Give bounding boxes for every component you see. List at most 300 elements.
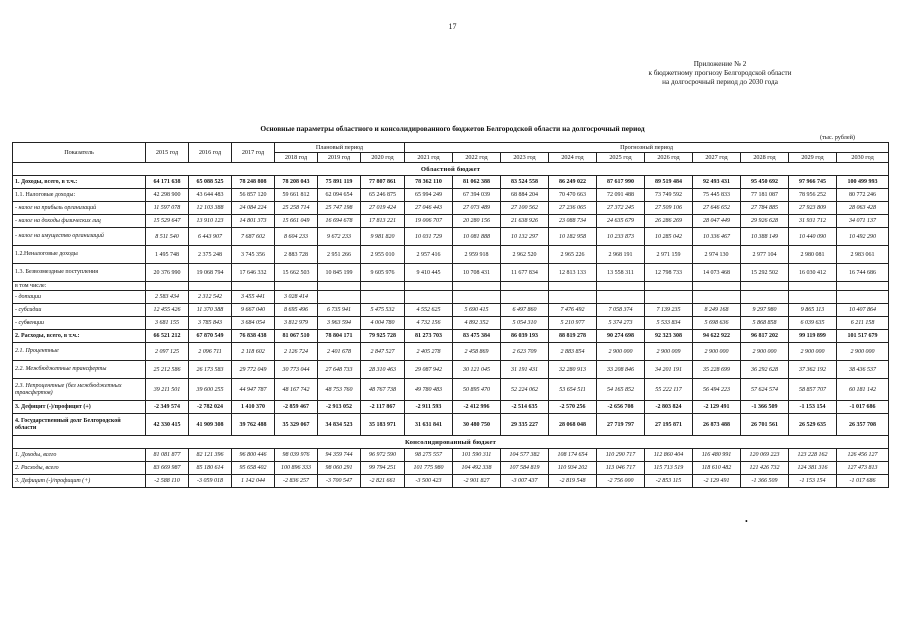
value-cell [789,282,837,291]
header-year-2018: 2018 год [275,153,318,163]
header-year-2023: 2023 год [501,153,549,163]
value-cell: 25 258 714 [275,202,318,215]
value-cell: 10 388 149 [741,228,789,246]
value-cell: 72 091 488 [597,189,645,202]
value-cell: 2 900 000 [741,343,789,361]
value-cell [318,291,361,304]
value-cell: 15 292 502 [741,264,789,282]
table-row [13,414,889,436]
value-cell: 116 480 991 [693,449,741,462]
value-cell: 110 934 202 [549,462,597,475]
row-label: - налог на прибыль организаций [13,202,146,215]
value-cell: 2 405 278 [405,343,453,361]
value-cell: 10 845 199 [318,264,361,282]
value-cell: 101 775 980 [405,462,453,475]
value-cell: 107 584 819 [501,462,549,475]
value-cell: 7 058 374 [597,304,645,317]
row-label: 1. Доходы, всего [13,449,146,462]
value-cell: 16 694 678 [318,215,361,228]
value-cell: 27 923 809 [789,202,837,215]
value-cell: 10 132 297 [501,228,549,246]
table-row [13,264,889,282]
value-cell: 9 672 233 [318,228,361,246]
value-cell: -2 412 996 [453,401,501,414]
value-cell: 37 362 192 [789,361,837,379]
value-cell: 29 926 628 [741,215,789,228]
value-cell: 2 900 000 [837,343,889,361]
value-cell [741,291,789,304]
value-cell: 92 323 308 [645,330,693,343]
value-cell: 2 957 416 [405,246,453,264]
value-cell: 25 212 586 [146,361,189,379]
value-cell: 24 084 224 [232,202,275,215]
value-cell: 14 073 468 [693,264,741,282]
value-cell: 42 298 900 [146,189,189,202]
value-cell: 10 182 958 [549,228,597,246]
value-cell: 10 440 090 [789,228,837,246]
table-row [13,282,889,291]
value-cell: 27 100 562 [501,202,549,215]
value-cell: 2 458 869 [453,343,501,361]
value-cell: 81 062 388 [453,176,501,189]
value-cell: 7 139 235 [645,304,693,317]
value-cell: 15 661 049 [275,215,318,228]
header-year-2028: 2028 год [741,153,789,163]
value-cell: 73 749 592 [645,189,693,202]
value-cell [318,282,361,291]
value-cell: 87 617 990 [597,176,645,189]
value-cell: 13 910 123 [189,215,232,228]
value-cell: 31 191 431 [501,361,549,379]
value-cell: 3 745 356 [232,246,275,264]
value-cell: 2 959 918 [453,246,501,264]
value-cell: 2 900 000 [693,343,741,361]
value-cell: 118 610 482 [693,462,741,475]
value-cell: -1 153 154 [789,401,837,414]
value-cell: 11 677 834 [501,264,549,282]
value-cell: 1 495 748 [146,246,189,264]
row-label: 2.2. Межбюджетные трансферты [13,361,146,379]
table-row [13,176,889,189]
value-cell: 26 873 488 [693,414,741,436]
header-year-2022: 2022 год [453,153,501,163]
value-cell: 12 103 388 [189,202,232,215]
value-cell: 2 900 000 [789,343,837,361]
value-cell: 53 654 511 [549,379,597,401]
value-cell: 78 248 808 [232,176,275,189]
appendix-note [590,60,850,87]
header-year-2016: 2016 год [189,143,232,163]
value-cell [549,282,597,291]
value-cell [232,282,275,291]
value-cell: 2 118 602 [232,343,275,361]
value-cell: 4 004 780 [361,317,405,330]
value-cell: 12 798 733 [645,264,693,282]
value-cell: 31 631 841 [405,414,453,436]
value-cell: -2 913 052 [318,401,361,414]
header-year-2029: 2029 год [789,153,837,163]
value-cell: 3 963 594 [318,317,361,330]
value-cell: 38 436 537 [837,361,889,379]
value-cell: 101 517 679 [837,330,889,343]
value-cell: 2 583 434 [146,291,189,304]
value-cell: 101 590 311 [453,449,501,462]
value-cell: 86 039 193 [501,330,549,343]
value-cell: 8 249 168 [693,304,741,317]
header-year-2027: 2027 год [693,153,741,163]
value-cell: 2 883 728 [275,246,318,264]
value-cell: 57 624 574 [741,379,789,401]
value-cell: 55 222 117 [645,379,693,401]
value-cell [405,291,453,304]
value-cell: 2 974 130 [693,246,741,264]
value-cell: 35 228 699 [693,361,741,379]
value-cell: 3 455 441 [232,291,275,304]
value-cell: 9 605 976 [361,264,405,282]
value-cell: 34 071 137 [837,215,889,228]
value-cell: 113 046 717 [597,462,645,475]
value-cell: 96 972 590 [361,449,405,462]
table-row [13,215,889,228]
value-cell: 2 968 191 [597,246,645,264]
value-cell: 81 067 510 [275,330,318,343]
value-cell: 4 732 156 [405,317,453,330]
value-cell: -2 129 491 [693,401,741,414]
value-cell: 5 374 273 [597,317,645,330]
value-cell: 78 956 252 [789,189,837,202]
value-cell: -2 756 000 [597,475,645,488]
value-cell [645,291,693,304]
value-cell: 26 286 269 [645,215,693,228]
row-label: 2. Расходы, всего, в т.ч.: [13,330,146,343]
value-cell: 15 529 647 [146,215,189,228]
value-cell [453,291,501,304]
value-cell: 88 819 278 [549,330,597,343]
value-cell: 5 054 310 [501,317,549,330]
value-cell: 2 847 527 [361,343,405,361]
value-cell [501,291,549,304]
value-cell: 10 336 467 [693,228,741,246]
value-cell: 35 329 067 [275,414,318,436]
value-cell: 2 965 226 [549,246,597,264]
value-cell: 124 381 316 [789,462,837,475]
value-cell [789,291,837,304]
value-cell: 10 285 042 [645,228,693,246]
header-year-2020: 2020 год [361,153,405,163]
value-cell: 8 695 496 [275,304,318,317]
value-cell: 29 772 049 [232,361,275,379]
units-note: (тыс. рублей) [820,134,855,141]
value-cell: 100 896 333 [275,462,318,475]
value-cell: 10 233 873 [597,228,645,246]
row-label: в том числе: [13,282,146,291]
row-label: - налог на доходы физических лиц [13,215,146,228]
value-cell: 127 473 813 [837,462,889,475]
value-cell: 2 900 000 [597,343,645,361]
value-cell: 56 494 223 [693,379,741,401]
value-cell: 67 870 549 [189,330,232,343]
value-cell: 5 210 977 [549,317,597,330]
value-cell: 28 310 463 [361,361,405,379]
value-cell: 6 443 907 [189,228,232,246]
value-cell: 3 684 054 [232,317,275,330]
value-cell: 10 492 290 [837,228,889,246]
value-cell: -2 836 257 [275,475,318,488]
header-year-2019: 2019 год [318,153,361,163]
appendix-line-2: к бюджетному прогнозу Белгородской области [648,69,792,77]
value-cell: -2 819 548 [549,475,597,488]
value-cell: 27 648 733 [318,361,361,379]
value-cell: 39 762 488 [232,414,275,436]
value-cell: 96 800 446 [232,449,275,462]
value-cell: 2 623 709 [501,343,549,361]
value-cell: 100 499 993 [837,176,889,189]
value-cell: 2 401 678 [318,343,361,361]
value-cell: 11 597 078 [146,202,189,215]
value-cell: 32 280 913 [549,361,597,379]
value-cell: 2 955 010 [361,246,405,264]
value-cell: 104 492 338 [453,462,501,475]
value-cell: 13 558 311 [597,264,645,282]
table-row [13,343,889,361]
value-cell: 5 698 636 [693,317,741,330]
header-forecast-period: Прогнозный период [405,143,889,153]
value-cell: 3 681 155 [146,317,189,330]
value-cell: 92 493 431 [693,176,741,189]
value-cell: 27 019 424 [361,202,405,215]
value-cell: 27 236 065 [549,202,597,215]
value-cell: 10 031 729 [405,228,453,246]
value-cell [405,282,453,291]
value-cell: 17 646 332 [232,264,275,282]
value-cell [361,282,405,291]
row-label: 2. Расходы, всего [13,462,146,475]
row-label: 2.1. Процентные [13,343,146,361]
value-cell: 70 470 663 [549,189,597,202]
value-cell: 11 370 388 [189,304,232,317]
value-cell [645,282,693,291]
value-cell: 99 119 899 [789,330,837,343]
table-row [13,449,889,462]
table-row [13,462,889,475]
value-cell: -2 349 574 [146,401,189,414]
value-cell: 27 372 245 [597,202,645,215]
value-cell: 2 971 159 [645,246,693,264]
value-cell: 96 817 202 [741,330,789,343]
value-cell: 94 622 922 [693,330,741,343]
section-regional-budget: Областной бюджет [13,163,889,176]
value-cell: -2 853 115 [645,475,693,488]
value-cell: 95 450 692 [741,176,789,189]
value-cell: -3 500 423 [405,475,453,488]
value-cell: 9 410 445 [405,264,453,282]
value-cell: 112 860 404 [645,449,693,462]
value-cell: 78 362 110 [405,176,453,189]
table-row [13,330,889,343]
value-cell: 67 394 039 [453,189,501,202]
value-cell: 90 274 698 [597,330,645,343]
value-cell: 12 813 133 [549,264,597,282]
value-cell [189,282,232,291]
value-cell: -1 153 154 [789,475,837,488]
value-cell: 27 195 871 [645,414,693,436]
value-cell: 50 895 470 [453,379,501,401]
value-cell: 3 785 843 [189,317,232,330]
value-cell: 68 884 204 [501,189,549,202]
row-label: 1.3. Безвозмездные поступления [13,264,146,282]
value-cell: 27 509 106 [645,202,693,215]
value-cell: 24 635 679 [597,215,645,228]
value-cell [597,282,645,291]
table-row [13,246,889,264]
table-row [13,361,889,379]
value-cell [741,282,789,291]
value-cell: 85 180 614 [189,462,232,475]
value-cell: 42 330 415 [146,414,189,436]
value-cell [501,282,549,291]
value-cell: 48 753 760 [318,379,361,401]
value-cell: 81 273 703 [405,330,453,343]
value-cell [275,282,318,291]
value-cell: 28 063 428 [837,202,889,215]
row-label: 2.3. Непроцентные (без межбюджетных трансфертов) [13,379,146,401]
value-cell: 52 224 062 [501,379,549,401]
value-cell: -2 782 024 [189,401,232,414]
row-label: 1.1. Налоговые доходы: [13,189,146,202]
value-cell: 80 772 246 [837,189,889,202]
value-cell: -3 700 547 [318,475,361,488]
value-cell: -3 007 437 [501,475,549,488]
header-year-2025: 2025 год [597,153,645,163]
value-cell: 5 868 858 [741,317,789,330]
value-cell: 10 407 864 [837,304,889,317]
value-cell: 59 661 812 [275,189,318,202]
value-cell: 2 980 081 [789,246,837,264]
value-cell: 36 292 628 [741,361,789,379]
value-cell [597,291,645,304]
value-cell: 64 171 638 [146,176,189,189]
table-row [13,401,889,414]
value-cell: 25 747 198 [318,202,361,215]
value-cell: 121 426 732 [741,462,789,475]
value-cell: 29 335 227 [501,414,549,436]
value-cell: 43 644 483 [189,189,232,202]
value-cell: 2 962 520 [501,246,549,264]
trailing-mark: • [745,517,748,526]
value-cell: 2 126 724 [275,343,318,361]
budget-parameters-table [12,142,889,488]
appendix-line-1: Приложение № 2 [693,60,747,68]
value-cell: 10 708 431 [453,264,501,282]
value-cell: 20 376 990 [146,264,189,282]
value-cell: 33 208 846 [597,361,645,379]
value-cell: -1 017 686 [837,475,889,488]
value-cell: 97 966 745 [789,176,837,189]
value-cell: 5 690 415 [453,304,501,317]
value-cell [837,282,889,291]
value-cell: 83 669 987 [146,462,189,475]
value-cell: 26 357 708 [837,414,889,436]
value-cell: 83 475 384 [453,330,501,343]
row-label: - дотации [13,291,146,304]
value-cell: 94 359 744 [318,449,361,462]
value-cell: 7 476 492 [549,304,597,317]
value-cell: 6 735 941 [318,304,361,317]
table-row [13,475,889,488]
row-label: 3. Дефицит (-)/профицит (+) [13,475,146,488]
value-cell: 27 646 652 [693,202,741,215]
value-cell: 27 719 797 [597,414,645,436]
value-cell: 82 121 396 [189,449,232,462]
row-label: 1. Доходы, всего, в т.ч.: [13,176,146,189]
value-cell: 3 812 979 [275,317,318,330]
value-cell: 26 701 561 [741,414,789,436]
value-cell: 1 410 370 [232,401,275,414]
value-cell: 7 687 602 [232,228,275,246]
value-cell: 1 142 044 [232,475,275,488]
value-cell: 30 121 045 [453,361,501,379]
row-label: - налог на имущество организаций [13,228,146,246]
value-cell: 2 983 061 [837,246,889,264]
value-cell: 27 073 489 [453,202,501,215]
value-cell: 8 604 233 [275,228,318,246]
value-cell: 29 087 942 [405,361,453,379]
value-cell: 78 804 171 [318,330,361,343]
value-cell: -2 656 708 [597,401,645,414]
value-cell: 95 658 402 [232,462,275,475]
row-label: - субсидии [13,304,146,317]
value-cell: 16 030 412 [789,264,837,282]
value-cell: 39 600 255 [189,379,232,401]
value-cell: 23 088 734 [549,215,597,228]
value-cell: 10 081 888 [453,228,501,246]
value-cell: 81 081 877 [146,449,189,462]
value-cell: -2 821 661 [361,475,405,488]
header-year-2015: 2015 год [146,143,189,163]
value-cell: 9 297 980 [741,304,789,317]
table-row [13,379,889,401]
value-cell: 26 173 583 [189,361,232,379]
value-cell: 110 290 717 [597,449,645,462]
value-cell: 75 445 833 [693,189,741,202]
value-cell: 6 497 860 [501,304,549,317]
value-cell: 2 312 542 [189,291,232,304]
header-indicator: Показатель [13,143,146,163]
value-cell [549,291,597,304]
value-cell: 75 891 119 [318,176,361,189]
header-year-2026: 2026 год [645,153,693,163]
table-row [13,304,889,317]
value-cell: 2 883 854 [549,343,597,361]
value-cell: 39 211 501 [146,379,189,401]
header-year-2030: 2030 год [837,153,889,163]
value-cell: -2 129 491 [693,475,741,488]
value-cell: 28 047 449 [693,215,741,228]
value-cell: 27 784 885 [741,202,789,215]
appendix-line-3: на долгосрочный период до 2030 года [662,78,778,86]
value-cell: 98 275 557 [405,449,453,462]
value-cell [453,282,501,291]
value-cell: 12 455 426 [146,304,189,317]
value-cell: -2 859 467 [275,401,318,414]
section-consolidated-budget: Консолидированный бюджет [13,436,889,449]
value-cell: 4 892 352 [453,317,501,330]
value-cell: -1 366 509 [741,475,789,488]
value-cell: 58 857 707 [789,379,837,401]
value-cell: 9 667 040 [232,304,275,317]
value-cell: 99 794 251 [361,462,405,475]
value-cell: 2 375 248 [189,246,232,264]
